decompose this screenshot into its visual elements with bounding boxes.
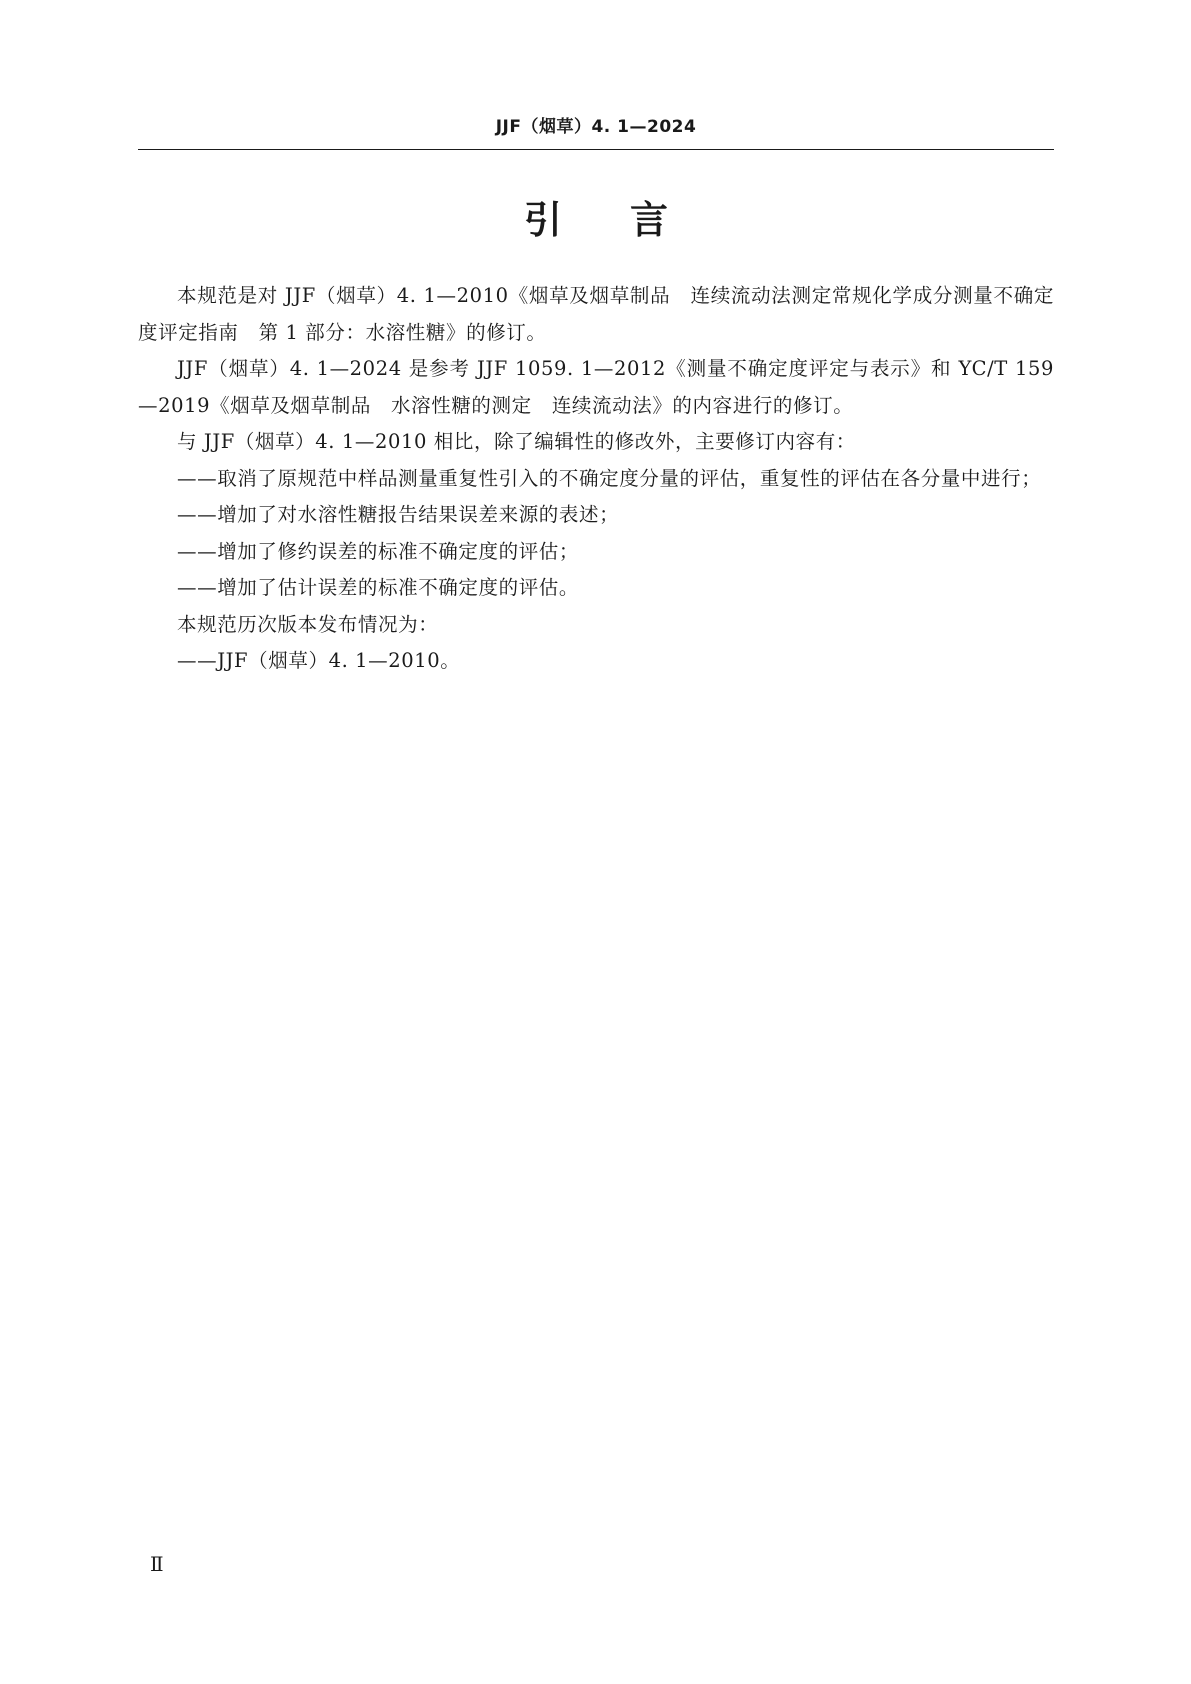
list-item: ——增加了修约误差的标准不确定度的评估； — [177, 539, 580, 563]
paragraph: JJF（烟草）4. 1—2024 是参考 JJF 1059. 1—2012《测量不确定度评定与表示》和 YC/T 159—2019《烟草及烟草制品 水溶性糖的测定 连续流动法》的内容进行的修订。 — [138, 357, 1054, 417]
running-header: JJF（烟草）4. 1—2024 — [495, 117, 697, 137]
paragraph: 本规范历次版本发布情况为： — [177, 612, 439, 636]
paragraph: 本规范是对 JJF（烟草）4. 1—2010《烟草及烟草制品 连续流动法测定常规化学成分测量不确定度评定指南 第 1 部分：水溶性糖》的修订。 — [138, 284, 1054, 344]
list-item: ——JJF（烟草）4. 1—2010。 — [177, 649, 461, 672]
header-rule — [138, 149, 1054, 150]
list-item: ——增加了估计误差的标准不确定度的评估。 — [177, 576, 580, 599]
document-body — [138, 278, 1054, 680]
list-item: ——取消了原规范中样品测量重复性引入的不确定度分量的评估，重复性的评估在各分量中进行； — [177, 466, 1042, 490]
page-number: Ⅱ — [150, 1552, 164, 1576]
paragraph: 与 JJF（烟草）4. 1—2010 相比，除了编辑性的修改外，主要修订内容有： — [177, 430, 856, 453]
list-item: ——增加了对水溶性糖报告结果误差来源的表述； — [177, 503, 620, 526]
page-title: 引言 — [523, 198, 736, 242]
